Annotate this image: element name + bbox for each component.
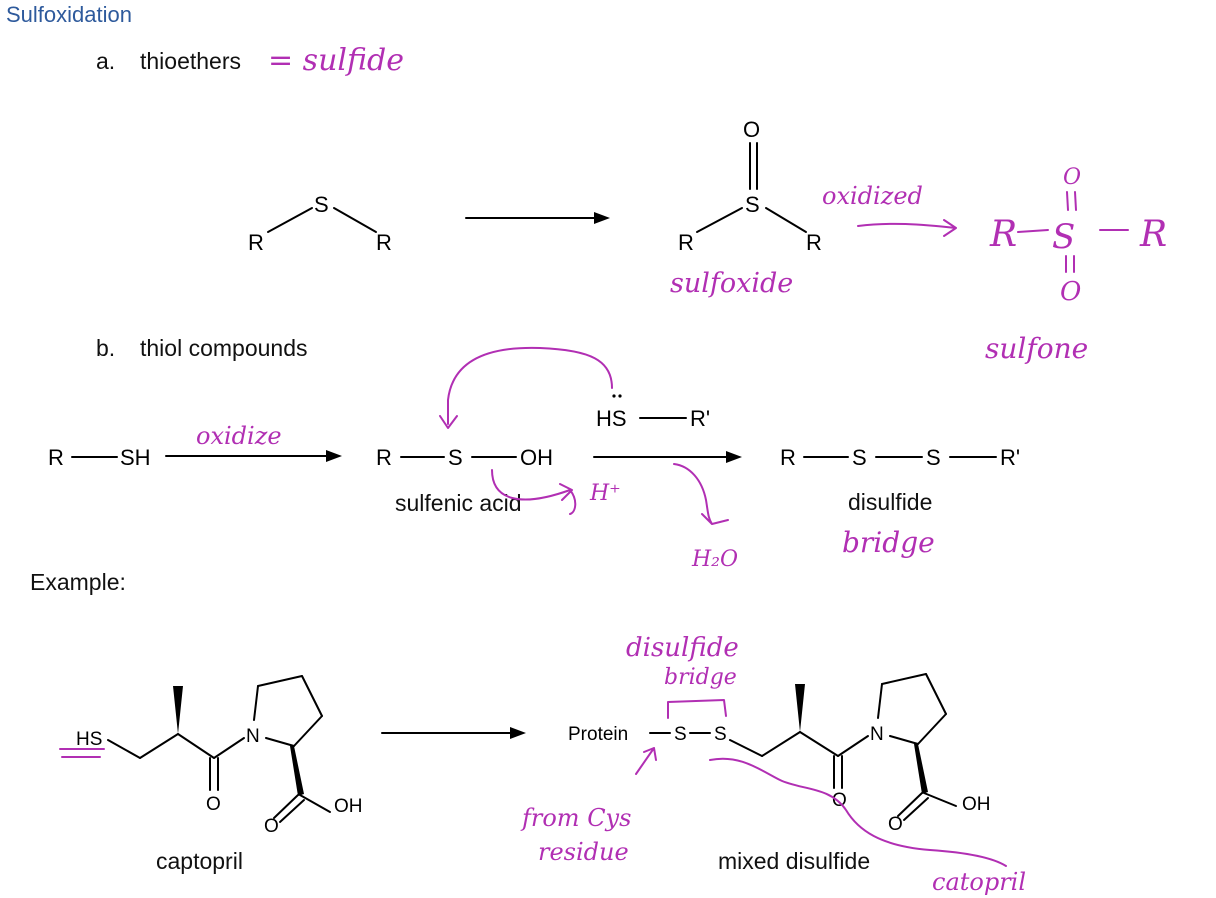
mixed-s1: S [674, 724, 687, 745]
attacking-thiol-hs: HS [596, 406, 627, 431]
sulfenic-acid-name: sulfenic acid [395, 490, 522, 516]
attacking-thiol-r: R' [690, 406, 711, 431]
mixed-hydroxyl: OH [962, 794, 991, 815]
oxidize-annotation: oxidize [196, 422, 282, 450]
captopril-carbonyl-oxygen: O [264, 816, 279, 837]
section-a-label: a. [96, 48, 116, 74]
captopril-hydroxyl: OH [334, 796, 363, 817]
h2o-annotation: H₂O [692, 547, 739, 572]
bridge-annotation: bridge [842, 526, 935, 559]
thiol-r: R [48, 445, 64, 470]
disulfide-structure [780, 445, 1020, 470]
attacking-thiol-structure [596, 394, 710, 431]
mixed-disulfide-name: mixed disulfide [718, 848, 871, 874]
sulfide-annotation: = sulfide [268, 43, 404, 78]
captopril-hs: HS [76, 729, 103, 750]
sulfone-r2: R [1140, 214, 1168, 255]
disulfide-s1: S [852, 445, 867, 470]
sulfenic-r: R [376, 445, 392, 470]
sulfenic-oh: OH [520, 445, 553, 470]
reaction-arrow-example [382, 727, 526, 739]
sulfone-oxygen-bottom: O [1060, 277, 1082, 307]
disulfide-r2: R' [1000, 445, 1021, 470]
from-cys-note-2: residue [538, 838, 629, 866]
captopril-nitrogen: N [246, 726, 260, 747]
disulfide-bridge-note-2: bridge [664, 665, 737, 690]
sulfoxide-annotation: sulfoxide [670, 268, 794, 299]
reaction-arrow-a [466, 212, 610, 224]
thiol-sh: SH [120, 445, 151, 470]
disulfide-r: R [780, 445, 796, 470]
disulfide-s2: S [926, 445, 941, 470]
sulfenic-s: S [448, 445, 463, 470]
mixed-oxygen: O [832, 790, 847, 811]
thioether-structure [248, 192, 392, 255]
captopril-name: captopril [156, 848, 243, 874]
sulfenic-acid-structure [376, 445, 553, 470]
disulfide-name: disulfide [848, 489, 933, 515]
sulfoxide-oxygen: O [743, 117, 761, 142]
sulfoxide-r1: R [678, 230, 694, 255]
disulfide-bracket [668, 700, 726, 718]
oxidized-arrow [858, 220, 956, 236]
disulfide-bridge-note-1: disulfide [626, 633, 739, 663]
mixed-carbonyl-oxygen: O [888, 814, 903, 835]
captopril-oxygen: O [206, 794, 221, 815]
mechanism-arrow-water [674, 464, 728, 524]
sulfone-structure [989, 165, 1167, 307]
thioether-r1: R [248, 230, 264, 255]
page-title: Sulfoxidation [6, 2, 132, 27]
section-a-text: thioethers [140, 48, 242, 74]
sulfone-r1: R [990, 214, 1018, 255]
example-label: Example: [30, 569, 126, 595]
protein-pointer-arrow [636, 748, 656, 774]
thioether-sulfur: S [314, 192, 329, 217]
sulfoxide-r2: R [806, 230, 822, 255]
captopril-structure [60, 676, 363, 837]
sulfoxide-structure [678, 117, 822, 255]
mechanism-arrow-attack [440, 348, 612, 428]
sulfoxide-sulfur: S [745, 192, 760, 217]
section-b-label: b. [96, 335, 116, 361]
reaction-arrow-b1 [166, 450, 342, 462]
section-b-text: thiol compounds [140, 335, 308, 361]
mixed-nitrogen: N [870, 724, 884, 745]
captopril-note: catopril [932, 868, 1027, 896]
sulfone-sulfur: S [1052, 217, 1076, 257]
protein-label: Protein [568, 724, 629, 745]
oxidized-annotation: oxidized [822, 182, 923, 210]
h-plus-annotation: H⁺ [590, 481, 621, 506]
reaction-arrow-b2 [594, 451, 742, 463]
sulfone-annotation: sulfone [985, 332, 1089, 365]
sulfone-oxygen-top: O [1063, 165, 1082, 190]
mixed-s2: S [714, 724, 727, 745]
thioether-r2: R [376, 230, 392, 255]
thiol-structure [48, 445, 151, 470]
from-cys-note-1: from Cys [522, 804, 632, 832]
